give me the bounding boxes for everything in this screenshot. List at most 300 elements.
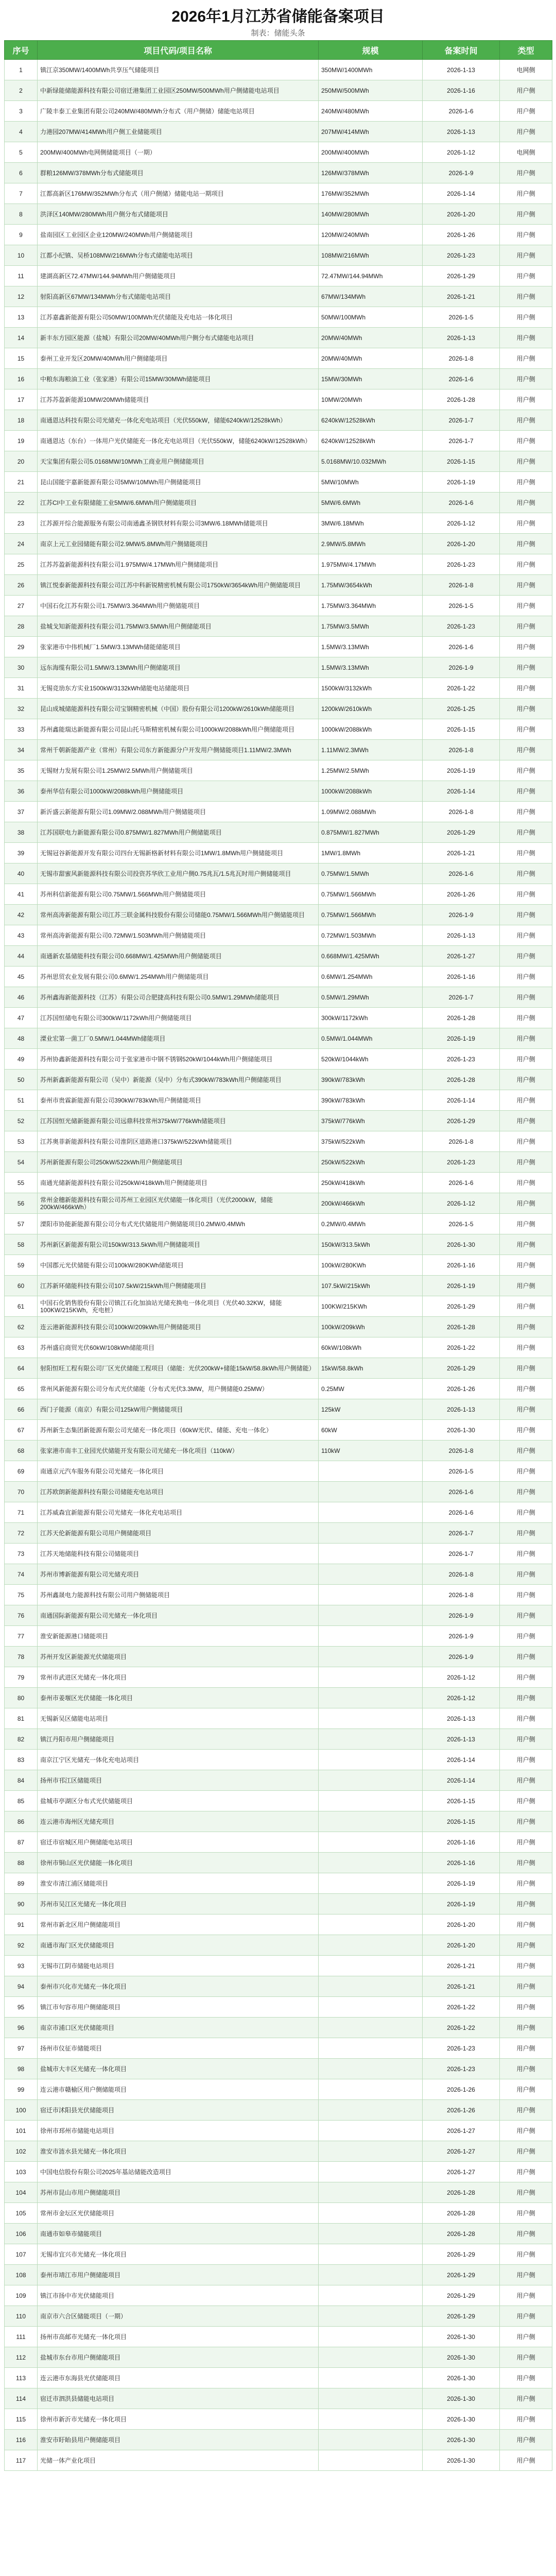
cell-scale: 10MW/20MWh (319, 389, 423, 410)
cell-type: 用户侧 (500, 1976, 552, 1997)
cell-filing-date: 2026-1-13 (423, 1399, 500, 1420)
cell-filing-date: 2026-1-14 (423, 781, 500, 802)
table-row (5, 575, 552, 596)
cell-scale: 350MW/1400MWh (319, 60, 423, 80)
cell-no: 86 (5, 1811, 38, 1832)
cell-project-name: 淮安市盱眙县用户侧储能项目 (38, 2430, 319, 2450)
cell-filing-date: 2026-1-8 (423, 1440, 500, 1461)
cell-scale (319, 1523, 423, 1544)
cell-scale: 3MW/6.18MWh (319, 513, 423, 534)
cell-filing-date: 2026-1-14 (423, 1090, 500, 1111)
cell-type: 用户侧 (500, 760, 552, 781)
cell-scale: 100kW/209kWh (319, 1317, 423, 1337)
cell-project-name: 南通光储新能源科技有限公司250kW/418kWh用户侧储能项目 (38, 1173, 319, 1193)
cell-no: 57 (5, 1214, 38, 1234)
cell-no: 9 (5, 225, 38, 245)
cell-scale: 240MW/480MWh (319, 101, 423, 122)
cell-project-name: 泰州华信有限公司1000kW/2088kWh用户侧储能项目 (38, 781, 319, 802)
cell-filing-date: 2026-1-26 (423, 225, 500, 245)
cell-type: 用户侧 (500, 2182, 552, 2203)
cell-no: 115 (5, 2409, 38, 2430)
table-row (5, 1111, 552, 1131)
cell-filing-date: 2026-1-29 (423, 2265, 500, 2285)
cell-scale: 0.25MW (319, 1379, 423, 1399)
cell-project-name: 苏州新能源有限公司250kW/522kWh用户侧储能项目 (38, 1152, 319, 1173)
cell-project-name: 镇江市扬中市光伏储能项目 (38, 2285, 319, 2306)
cell-scale: 5MW/10MWh (319, 472, 423, 493)
table-row (5, 266, 552, 286)
cell-type: 用户侧 (500, 1997, 552, 2018)
cell-project-name: 苏州市昆山市用户侧储能项目 (38, 2182, 319, 2203)
cell-filing-date: 2026-1-9 (423, 657, 500, 678)
page-subtitle: 制表：储能头条 (251, 29, 305, 38)
cell-filing-date: 2026-1-30 (423, 2368, 500, 2388)
cell-filing-date: 2026-1-9 (423, 1626, 500, 1647)
cell-type: 用户侧 (500, 1049, 552, 1070)
cell-type: 用户侧 (500, 1523, 552, 1544)
table-row (5, 286, 552, 307)
table-row (5, 1523, 552, 1544)
cell-type: 用户侧 (500, 1626, 552, 1647)
cell-type: 用户侧 (500, 1729, 552, 1750)
cell-filing-date: 2026-1-23 (423, 616, 500, 637)
cell-project-name: 江苏国恒储电有限公司300kW/1172kWh用户侧储能项目 (38, 1008, 319, 1028)
table-row (5, 781, 552, 802)
cell-filing-date: 2026-1-12 (423, 1193, 500, 1214)
cell-project-name: 张家港市中伟机械厂1.5MW/3.13MWh储能储能项目 (38, 637, 319, 657)
cell-project-name: 中新绿能储能源科技有限公司宿迁港集团工业园区250MW/500MWh用户侧储能电站项目 (38, 80, 319, 101)
cell-no: 88 (5, 1853, 38, 1873)
cell-scale: 60kW (319, 1420, 423, 1440)
cell-project-name: 苏州鑫能瑞达新能源有限公司昆山托马斯精密机械有限公司1000kW/2088kWh用户侧储能项目 (38, 719, 319, 740)
cell-type: 用户侧 (500, 1894, 552, 1914)
table-row (5, 1956, 552, 1976)
cell-no: 90 (5, 1894, 38, 1914)
table-row (5, 1914, 552, 1935)
cell-scale (319, 2347, 423, 2368)
cell-scale: 107.5kW/215kWh (319, 1276, 423, 1296)
cell-scale: 0.6MW/1.254MWh (319, 967, 423, 987)
table-row (5, 245, 552, 266)
cell-filing-date: 2026-1-9 (423, 1605, 500, 1626)
cell-type: 用户侧 (500, 1461, 552, 1482)
cell-scale (319, 2409, 423, 2430)
cell-no: 83 (5, 1750, 38, 1770)
cell-no: 35 (5, 760, 38, 781)
cell-no: 43 (5, 925, 38, 946)
table-row (5, 2059, 552, 2079)
table-row (5, 2244, 552, 2265)
cell-type: 用户侧 (500, 2327, 552, 2347)
cell-filing-date: 2026-1-19 (423, 1873, 500, 1894)
cell-type: 用户侧 (500, 1193, 552, 1214)
cell-filing-date: 2026-1-14 (423, 183, 500, 204)
cell-project-name: 苏州新区新能源有限公司150kW/313.5kWh用户侧储能项目 (38, 1234, 319, 1255)
cell-scale (319, 2121, 423, 2141)
cell-filing-date: 2026-1-25 (423, 699, 500, 719)
cell-type: 用户侧 (500, 2368, 552, 2388)
cell-type: 用户侧 (500, 225, 552, 245)
cell-scale (319, 1564, 423, 1585)
table-row (5, 1708, 552, 1729)
cell-type: 用户侧 (500, 1399, 552, 1420)
cell-no: 42 (5, 905, 38, 925)
cell-filing-date: 2026-1-21 (423, 843, 500, 863)
cell-scale (319, 1688, 423, 1708)
cell-filing-date: 2026-1-20 (423, 534, 500, 554)
cell-type: 用户侧 (500, 575, 552, 596)
cell-project-name: 泰州市姜堰区光伏储能一体化项目 (38, 1688, 319, 1708)
table-header-row (5, 41, 552, 60)
cell-no: 30 (5, 657, 38, 678)
cell-project-name: 南通国际新能源有限公司光储充一体化项目 (38, 1605, 319, 1626)
cell-type: 用户侧 (500, 1440, 552, 1461)
cell-no: 107 (5, 2244, 38, 2265)
cell-no: 14 (5, 328, 38, 348)
cell-filing-date: 2026-1-23 (423, 2059, 500, 2079)
cell-project-name: 江苏国联电力新能源有限公司0.875MW/1.827MWh用户侧储能项目 (38, 822, 319, 843)
cell-no: 103 (5, 2162, 38, 2182)
cell-no: 44 (5, 946, 38, 967)
cell-no: 8 (5, 204, 38, 225)
cell-project-name: 远东海缆有限公司1.5MW/3.13MWh用户侧储能项目 (38, 657, 319, 678)
cell-project-name: 盐城戈知新能源科技有限公司1.75MW/3.5MWh用户侧储能项目 (38, 616, 319, 637)
cell-filing-date: 2026-1-23 (423, 1152, 500, 1173)
cell-no: 73 (5, 1544, 38, 1564)
cell-filing-date: 2026-1-30 (423, 2347, 500, 2368)
cell-scale (319, 1585, 423, 1605)
cell-no: 20 (5, 451, 38, 472)
table-row (5, 946, 552, 967)
cell-filing-date: 2026-1-7 (423, 410, 500, 431)
cell-no: 39 (5, 843, 38, 863)
cell-no: 66 (5, 1399, 38, 1420)
cell-scale: 0.5MW/1.29MWh (319, 987, 423, 1008)
cell-no: 68 (5, 1440, 38, 1461)
cell-scale: 1.5MW/3.13MWh (319, 657, 423, 678)
cell-scale: 520kW/1044kWh (319, 1049, 423, 1070)
cell-filing-date: 2026-1-26 (423, 884, 500, 905)
cell-type: 用户侧 (500, 2079, 552, 2100)
cell-filing-date: 2026-1-29 (423, 2244, 500, 2265)
cell-scale: 100kW/280KWh (319, 1255, 423, 1276)
cell-no: 15 (5, 348, 38, 369)
cell-filing-date: 2026-1-30 (423, 2388, 500, 2409)
cell-scale: 200MW/400MWh (319, 142, 423, 163)
cell-scale (319, 2388, 423, 2409)
cell-scale: 1.5MW/3.13MWh (319, 637, 423, 657)
cell-project-name: 无锡冠谷新能源开发有限公司四台无锡新格新材料有限公司1MW/1.8MWh用户侧储能项目 (38, 843, 319, 863)
cell-no: 100 (5, 2100, 38, 2121)
cell-filing-date: 2026-1-13 (423, 60, 500, 80)
cell-project-name: 建湖高新区72.47MW/144.94MWh用户侧储能项目 (38, 266, 319, 286)
cell-type: 用户侧 (500, 410, 552, 431)
table-row (5, 1997, 552, 2018)
cell-scale: 126MW/378MWh (319, 163, 423, 183)
cell-filing-date: 2026-1-27 (423, 2141, 500, 2162)
cell-type: 用户侧 (500, 1956, 552, 1976)
cell-filing-date: 2026-1-21 (423, 286, 500, 307)
cell-type: 用户侧 (500, 1173, 552, 1193)
cell-scale (319, 1832, 423, 1853)
cell-type: 用户侧 (500, 1688, 552, 1708)
cell-filing-date: 2026-1-9 (423, 905, 500, 925)
table-row (5, 1894, 552, 1914)
cell-scale (319, 1770, 423, 1791)
cell-filing-date: 2026-1-19 (423, 472, 500, 493)
cell-type: 用户侧 (500, 2038, 552, 2059)
cell-filing-date: 2026-1-26 (423, 2079, 500, 2100)
cell-type: 用户侧 (500, 925, 552, 946)
cell-filing-date: 2026-1-9 (423, 1647, 500, 1667)
cell-project-name: 苏州鑫晟电力能源科技有限公司用户侧储能项目 (38, 1585, 319, 1605)
cell-filing-date: 2026-1-13 (423, 328, 500, 348)
table-row (5, 2100, 552, 2121)
cell-project-name: 常州市武进区光储充一体化项目 (38, 1667, 319, 1688)
cell-type: 用户侧 (500, 451, 552, 472)
table-row (5, 1585, 552, 1605)
cell-no: 64 (5, 1358, 38, 1379)
cell-project-name: 江苏天地储能科技有限公司储能项目 (38, 1544, 319, 1564)
table-body (5, 60, 552, 2471)
cell-type: 用户侧 (500, 884, 552, 905)
cell-scale (319, 1502, 423, 1523)
cell-filing-date: 2026-1-16 (423, 80, 500, 101)
cell-type: 用户侧 (500, 2450, 552, 2471)
cell-project-name: 无锡市宜兴市光储充一体化项目 (38, 2244, 319, 2265)
cell-type: 用户侧 (500, 905, 552, 925)
cell-no: 109 (5, 2285, 38, 2306)
table-row (5, 1770, 552, 1791)
cell-project-name: 淮安市涟水县光储充一体化项目 (38, 2141, 319, 2162)
cell-project-name: 力港园207MW/414MWh用户侧工业储能项目 (38, 122, 319, 142)
table-row (5, 1358, 552, 1379)
cell-type: 用户侧 (500, 1214, 552, 1234)
cell-scale (319, 1914, 423, 1935)
cell-project-name: 徐州市邳州市储能电站项目 (38, 2121, 319, 2141)
table-row (5, 1379, 552, 1399)
table-row (5, 1090, 552, 1111)
cell-project-name: 苏州盛启商贸光伏60kW/108kWh储能项目 (38, 1337, 319, 1358)
cell-type: 用户侧 (500, 678, 552, 699)
cell-type: 用户侧 (500, 740, 552, 760)
cell-scale (319, 1626, 423, 1647)
cell-no: 38 (5, 822, 38, 843)
cell-project-name: 昆山国能宇嘉新能源有限公司5MW/10MWh用户侧储能项目 (38, 472, 319, 493)
table-row (5, 431, 552, 451)
cell-type: 电网侧 (500, 60, 552, 80)
cell-filing-date: 2026-1-29 (423, 822, 500, 843)
cell-filing-date: 2026-1-29 (423, 2306, 500, 2327)
cell-type: 用户侧 (500, 2388, 552, 2409)
cell-scale (319, 1605, 423, 1626)
cell-scale: 0.875MW/1.827MWh (319, 822, 423, 843)
cell-filing-date: 2026-1-6 (423, 1482, 500, 1502)
table-row (5, 328, 552, 348)
cell-scale (319, 1894, 423, 1914)
table-row (5, 101, 552, 122)
header-no: 序号 (5, 41, 38, 60)
cell-project-name: 射阳恒旺工程有限公司厂区光伏储能工程项目（储能：光伏200kW+储能15kW/58.8kWh用户侧储能） (38, 1358, 319, 1379)
table-row (5, 1399, 552, 1420)
cell-filing-date: 2026-1-28 (423, 389, 500, 410)
cell-type: 用户侧 (500, 781, 552, 802)
cell-no: 97 (5, 2038, 38, 2059)
cell-no: 33 (5, 719, 38, 740)
cell-scale: 120MW/240MWh (319, 225, 423, 245)
cell-type: 用户侧 (500, 1070, 552, 1090)
cell-no: 116 (5, 2430, 38, 2450)
cell-project-name: 常州风新能源有限公司分布式光伏储能（分布式光伏3.3MW，用户侧储能0.25MW） (38, 1379, 319, 1399)
cell-scale (319, 2203, 423, 2224)
table-row (5, 616, 552, 637)
cell-type: 用户侧 (500, 1337, 552, 1358)
table-row (5, 1935, 552, 1956)
table-row (5, 1070, 552, 1090)
cell-type: 用户侧 (500, 2347, 552, 2368)
cell-no: 41 (5, 884, 38, 905)
cell-type: 用户侧 (500, 328, 552, 348)
table-row (5, 2409, 552, 2430)
cell-project-name: 盐南园区工业园区企业120MW/240MWh用户侧储能项目 (38, 225, 319, 245)
table-row (5, 80, 552, 101)
table-row (5, 740, 552, 760)
cell-scale (319, 2430, 423, 2450)
table-row (5, 925, 552, 946)
table-row (5, 1049, 552, 1070)
cell-type: 用户侧 (500, 1544, 552, 1564)
cell-no: 77 (5, 1626, 38, 1647)
table-row (5, 2347, 552, 2368)
table-row (5, 802, 552, 822)
table-row (5, 596, 552, 616)
table-row (5, 2388, 552, 2409)
cell-scale: 390kW/783kWh (319, 1090, 423, 1111)
table-row (5, 2224, 552, 2244)
cell-no: 91 (5, 1914, 38, 1935)
cell-no: 16 (5, 369, 38, 389)
cell-no: 7 (5, 183, 38, 204)
cell-no: 87 (5, 1832, 38, 1853)
cell-scale (319, 1461, 423, 1482)
cell-no: 27 (5, 596, 38, 616)
cell-project-name: 溧阳市协能新能源有限公司分布式光伏储能用户侧储能项目0.2MW/0.4MWh (38, 1214, 319, 1234)
cell-type: 用户侧 (500, 2100, 552, 2121)
cell-project-name: 苏州协鑫新能源科技有限公司于张家港市中钢不锈钢520kW/1044kWh用户侧储能项目 (38, 1049, 319, 1070)
table-row (5, 2430, 552, 2450)
table-row (5, 822, 552, 843)
cell-type: 用户侧 (500, 2285, 552, 2306)
cell-scale: 1500kW/3132kWh (319, 678, 423, 699)
cell-project-name: 南京上元工业园储能有限公司2.9MW/5.8MWh用户侧储能项目 (38, 534, 319, 554)
cell-project-name: 盐城市亭湖区分布式光伏储能项目 (38, 1791, 319, 1811)
cell-type: 用户侧 (500, 987, 552, 1008)
cell-project-name: 常州千朝新能源产业（常州）有限公司东方新能源分户开发用户侧储能项目1.11MW/2.3MWh (38, 740, 319, 760)
cell-scale (319, 2450, 423, 2471)
cell-no: 29 (5, 637, 38, 657)
cell-project-name: 扬州市邗江区储能项目 (38, 1770, 319, 1791)
table-row (5, 1420, 552, 1440)
cell-scale (319, 2100, 423, 2121)
table-row (5, 1502, 552, 1523)
cell-no: 84 (5, 1770, 38, 1791)
cell-project-name: 泰州市靖江市用户侧储能项目 (38, 2265, 319, 2285)
cell-project-name: 盐城市东台市用户侧储能项目 (38, 2347, 319, 2368)
cell-scale: 250kW/418kWh (319, 1173, 423, 1193)
cell-project-name: 南通京元汽车服务有限公司光储充一体化项目 (38, 1461, 319, 1482)
cell-scale: 1200kW/2610kWh (319, 699, 423, 719)
cell-filing-date: 2026-1-16 (423, 1255, 500, 1276)
cell-scale (319, 2059, 423, 2079)
cell-filing-date: 2026-1-22 (423, 1337, 500, 1358)
cell-no: 2 (5, 80, 38, 101)
table-row (5, 1667, 552, 1688)
cell-project-name: 江苏嘉鑫新能源有限公司50MW/100MWh光伏储能及充电站一体化项目 (38, 307, 319, 328)
table-row (5, 2265, 552, 2285)
cell-project-name: 中国电信股份有限公司2025年基站储能改造项目 (38, 2162, 319, 2182)
cell-type: 用户侧 (500, 1647, 552, 1667)
table-row (5, 884, 552, 905)
cell-scale: 0.75MW/1.5MWh (319, 863, 423, 884)
cell-project-name: 无锡新吴区储能电站项目 (38, 1708, 319, 1729)
cell-scale: 0.75MW/1.566MWh (319, 884, 423, 905)
table-row (5, 657, 552, 678)
cell-project-name: 200MW/400MWh电网侧储能项目（一期） (38, 142, 319, 163)
cell-no: 12 (5, 286, 38, 307)
cell-type: 用户侧 (500, 2306, 552, 2327)
cell-filing-date: 2026-1-13 (423, 1729, 500, 1750)
cell-filing-date: 2026-1-6 (423, 101, 500, 122)
cell-type: 用户侧 (500, 2430, 552, 2450)
cell-filing-date: 2026-1-26 (423, 1379, 500, 1399)
cell-filing-date: 2026-1-21 (423, 1956, 500, 1976)
cell-project-name: 射阳高新区67MW/134MWh分布式储能电站项目 (38, 286, 319, 307)
cell-no: 1 (5, 60, 38, 80)
cell-filing-date: 2026-1-30 (423, 1234, 500, 1255)
cell-scale (319, 1956, 423, 1976)
cell-project-name: 镇江悦泰新能源科技有限公司江苏中科新锐精密机械有限公司1750kW/3654kWh用户侧储能项目 (38, 575, 319, 596)
cell-project-name: 常州市新北区用户侧储能项目 (38, 1914, 319, 1935)
cell-type: 用户侧 (500, 822, 552, 843)
cell-project-name: 苏州鑫海新能源科技（江苏）有限公司合肥捷高科技有限公司0.5MW/1.29MWh储能项目 (38, 987, 319, 1008)
cell-filing-date: 2026-1-16 (423, 1853, 500, 1873)
cell-no: 45 (5, 967, 38, 987)
cell-scale: 1000kW/2088kWh (319, 719, 423, 740)
cell-project-name: 苏州科信新能源有限公司0.75MW/1.566MWh用户侧储能项目 (38, 884, 319, 905)
table-row (5, 2327, 552, 2347)
table-row (5, 472, 552, 493)
cell-scale: 207MW/414MWh (319, 122, 423, 142)
cell-type: 用户侧 (500, 286, 552, 307)
cell-type: 用户侧 (500, 1873, 552, 1894)
cell-project-name: 江苏苏盈新能源10MW/20MWh储能项目 (38, 389, 319, 410)
cell-filing-date: 2026-1-5 (423, 307, 500, 328)
table-row (5, 719, 552, 740)
cell-filing-date: 2026-1-28 (423, 2182, 500, 2203)
cell-filing-date: 2026-1-19 (423, 1894, 500, 1914)
cell-type: 用户侧 (500, 2141, 552, 2162)
cell-type: 用户侧 (500, 1358, 552, 1379)
cell-no: 72 (5, 1523, 38, 1544)
cell-project-name: 宿迁市泗洪县储能电站项目 (38, 2388, 319, 2409)
table-row (5, 2038, 552, 2059)
cell-no: 67 (5, 1420, 38, 1440)
cell-filing-date: 2026-1-12 (423, 513, 500, 534)
cell-no: 25 (5, 554, 38, 575)
cell-project-name: 镇江京350MW/1400MWh共享压气储能项目 (38, 60, 319, 80)
table-row (5, 2141, 552, 2162)
cell-project-name: 群粮126MW/378MWh分布式储能项目 (38, 163, 319, 183)
